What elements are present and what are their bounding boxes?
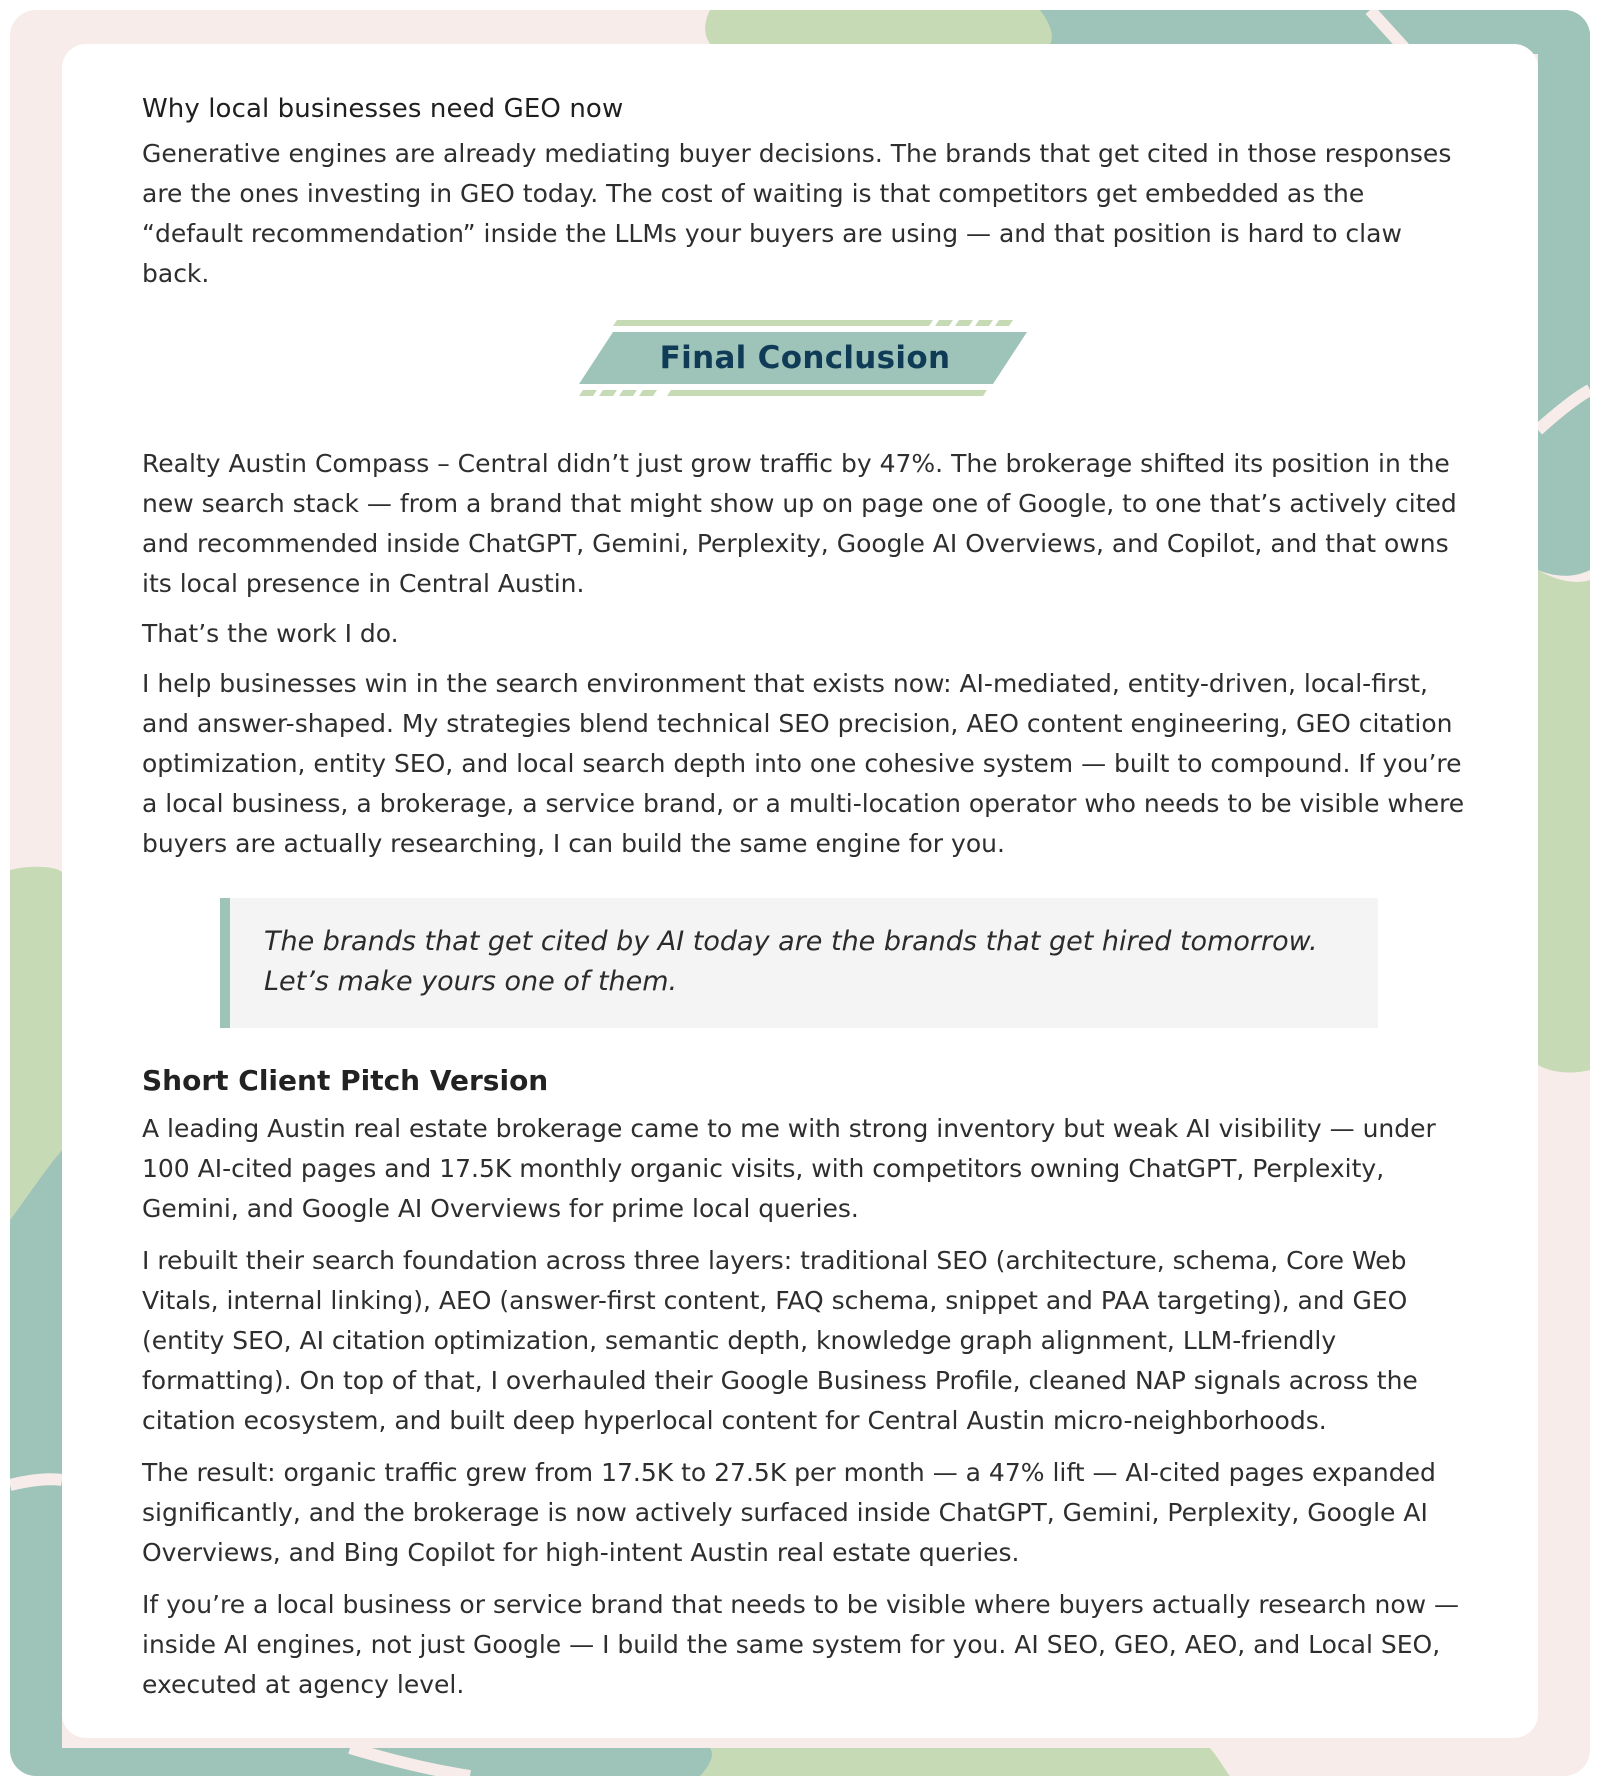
article-card (62, 44, 1538, 1738)
why-section-paragraph: Generative engines are already mediating buyer decisions. The brands that get cited in those responses are the ones investing in GEO today. The cost of waiting is that competitors get embedded as the “default recommendation” inside the LLMs your buyers are using — and that position is hard to claw back. (142, 139, 1452, 288)
pitch-paragraph-2: I rebuilt their search foundation across three layers: traditional SEO (architecture, schema, Core Web Vitals, internal linking), AEO (answer-first content, FAQ schema, snippet and PAA targeting), and GEO (entity SEO, AI citation optimization, semantic depth, knowledge graph alignment, LLM-friendly formatting). On top of that, I overhauled their Google Business Profile, cleaned NAP signals across the citation ecosystem, and built deep hyperlocal content for Central Austin micro-neighborhoods. (142, 1246, 1418, 1435)
final-conclusion-title: Final Conclusion (659, 340, 951, 376)
pitch-paragraph-3: The result: organic traffic grew from 17.5K to 27.5K per month — a 47% lift — AI-cited pages expanded significantly, and the brokerage is now actively surfaced inside ChatGPT, Gemini, Perplexity, Google AI Overviews, and Bing Copilot for high-intent Austin real estate queries. (142, 1458, 1436, 1567)
pull-quote-text: The brands that get cited by AI today are the brands that get hired tomorrow. Let’s make yours one of them. (264, 926, 1318, 997)
pitch-paragraph-4: If you’re a local business or service brand that needs to be visible where buyers actually research now — inside AI engines, not just Google — I build the same system for you. AI SEO, GEO, AEO, and Local SEO, executed at agency level. (142, 1590, 1460, 1699)
final-conclusion-banner (575, 316, 1035, 408)
conclusion-paragraph-2: That’s the work I do. (142, 619, 399, 648)
pitch-paragraph-1: A leading Austin real estate brokerage came to me with strong inventory but weak AI visibility — under 100 AI-cited pages and 17.5K monthly organic visits, with competitors owning ChatGPT, Perplexity, Gemini, and Google AI Overviews for prime local queries. (142, 1114, 1436, 1223)
why-section-heading: Why local businesses need GEO now (142, 94, 624, 124)
pull-quote (220, 898, 1378, 1028)
conclusion-paragraph-3: I help businesses win in the search environment that exists now: AI-mediated, entity-driven, local-first, and answer-shaped. My strategies blend technical SEO precision, AEO content engineering, GEO citation optimization, entity SEO, and local search depth into one cohesive system — built to compound. If you’re a local business, a brokerage, a service brand, or a multi-location operator who needs to be visible where buyers are actually researching, I can build the same engine for you. (142, 669, 1465, 858)
conclusion-paragraph-1: Realty Austin Compass – Central didn’t just grow traffic by 47%. The brokerage shifted its position in the new search stack — from a brand that might show up on page one of Google, to one that’s actively cited and recommended inside ChatGPT, Gemini, Perplexity, Google AI Overviews, and Copilot, and that owns its local presence in Central Austin. (142, 449, 1457, 598)
pitch-heading: Short Client Pitch Version (142, 1064, 549, 1097)
